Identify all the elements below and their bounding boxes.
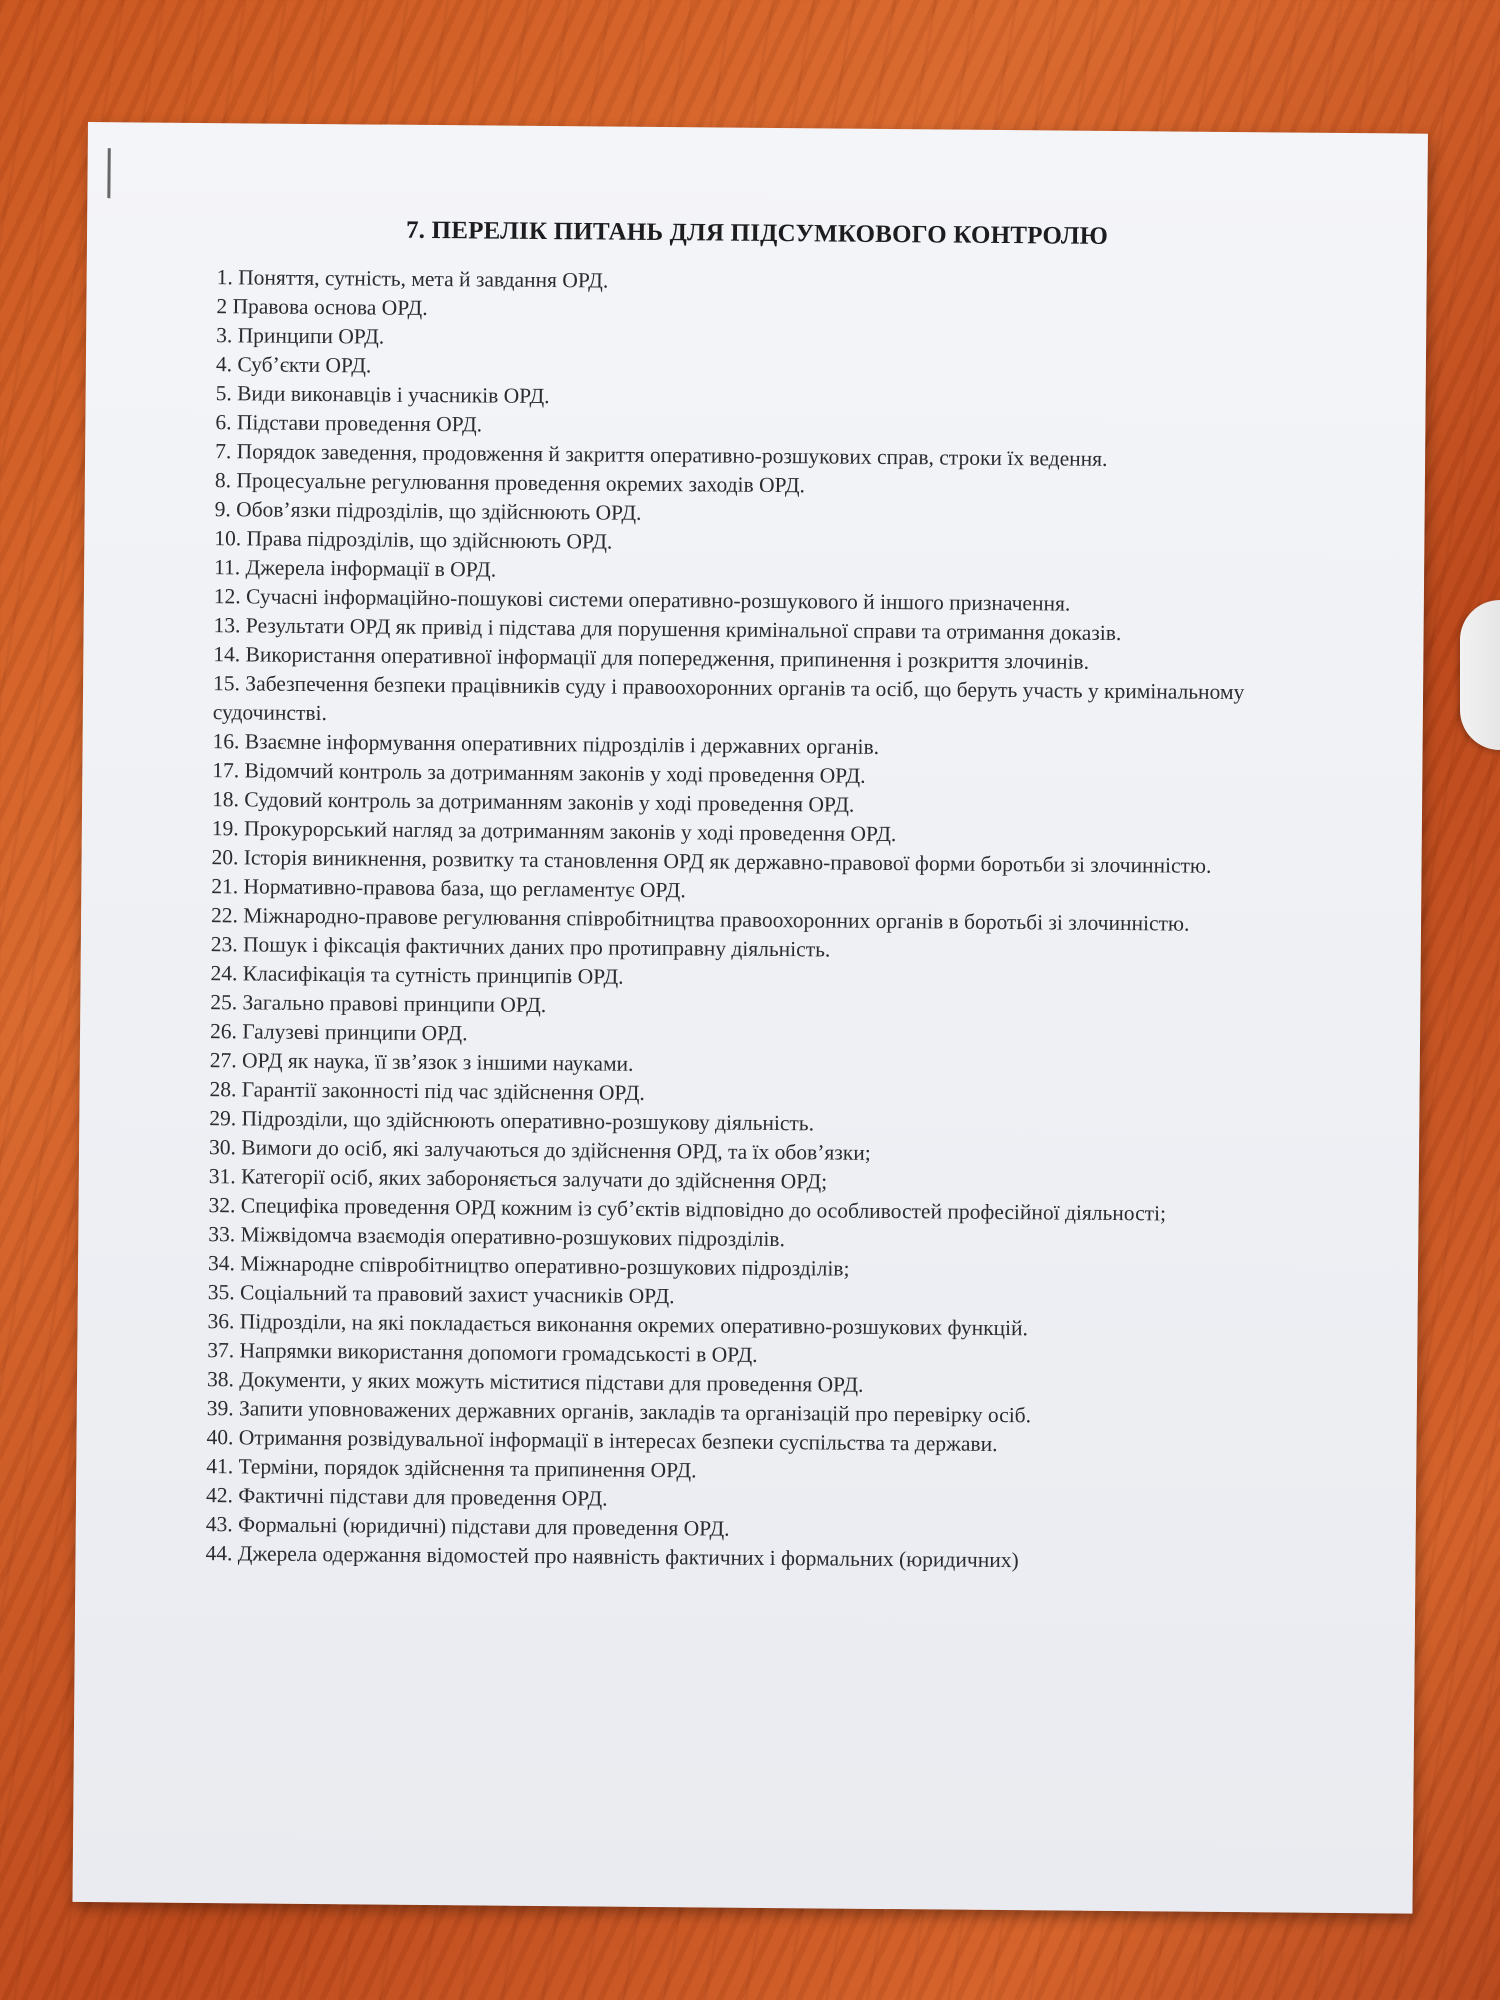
question-item: 33. Міжвідомча взаємодія оперативно-розшукових підрозділів. <box>208 1222 786 1252</box>
question-item: 2 Правова основа ОРД. <box>216 294 428 320</box>
question-item: 3. Принципи ОРД. <box>216 323 385 349</box>
question-item: 14. Використання оперативної інформації для попередження, припинення і розкриття злочинів. <box>213 642 1090 674</box>
question-item: 16. Взаємне інформування оперативних підрозділів і державних органів. <box>212 729 880 759</box>
question-item: 30. Вимоги до осіб, які залучаються до здійснення ОРД, та їх обов’язки; <box>208 1135 871 1165</box>
question-item: 38. Документи, у яких можуть міститися підстави для проведення ОРД. <box>206 1367 864 1397</box>
question-item: 39. Запити уповноважених державних органів, закладів та організацій про перевірку осіб. <box>206 1396 1032 1428</box>
question-item: 8. Процесуальне регулювання проведення окремих заходів ОРД. <box>214 468 806 498</box>
question-item: 27. ОРД як наука, її зв’язок з іншими науками. <box>209 1048 634 1076</box>
question-item: 23. Пошук і фіксація фактичних даних про протиправну діяльність. <box>210 932 831 962</box>
question-item: 6. Підстави проведення ОРД. <box>215 410 483 437</box>
question-item: 44. Джерела одержання відомостей про наявність фактичних і формальних (юридичних) <box>205 1541 1019 1573</box>
question-item: 42. Фактичні підстави для проведення ОРД. <box>205 1483 608 1511</box>
pen-mark <box>107 148 110 198</box>
document-title: 7. ПЕРЕЛІК ПИТАНЬ ДЛЯ ПІДСУМКОВОГО КОНТРОЛЮ <box>405 216 1109 250</box>
question-item: 26. Галузеві принципи ОРД. <box>209 1019 468 1046</box>
question-item: 4. Суб’єкти ОРД. <box>215 352 372 378</box>
question-item: 22. Міжнародно-правове регулювання співробітництва правоохоронних органів в боротьбі зі злочинністю. <box>210 903 1190 936</box>
question-item: 20. Історія виникнення, розвитку та становлення ОРД як державно-правової форми боротьби зі злочинністю. <box>211 845 1212 878</box>
question-item: 17. Відомчий контроль за дотриманням законів у ході проведення ОРД. <box>212 758 866 788</box>
question-item: 21. Нормативно-правова база, що регламентує ОРД. <box>211 874 686 903</box>
question-item: 10. Права підрозділів, що здійснюють ОРД. <box>214 526 613 554</box>
desk-object <box>1460 600 1500 750</box>
question-item: 34. Міжнародне співробітництво оперативно-розшукових підрозділів; <box>207 1251 850 1281</box>
question-item: 7. Порядок заведення, продовження й закриття оперативно-розшукових справ, строки їх ведення. <box>215 439 1108 471</box>
question-item: 25. Загально правові принципи ОРД. <box>210 990 547 1018</box>
question-item: 36. Підрозділи, на які покладається виконання окремих оперативно-розшукових функцій. <box>207 1309 1029 1341</box>
document-page <box>72 122 1427 1914</box>
question-item: 43. Формальні (юридичні) підстави для проведення ОРД. <box>205 1512 730 1541</box>
question-item: 12. Сучасні інформаційно-пошукові системи оперативно-розшукового й іншого призначення. <box>213 584 1071 616</box>
question-item: 13. Результати ОРД як привід і підстава для порушення кримінальної справи та отримання доказів. <box>213 613 1122 646</box>
question-item: 19. Прокурорський нагляд за дотриманням законів у ході проведення ОРД. <box>211 816 897 847</box>
question-item: 11. Джерела інформації в ОРД. <box>214 555 497 582</box>
question-item: 1. Поняття, сутність, мета й завдання ОРД. <box>216 265 609 293</box>
question-list <box>205 263 1366 1578</box>
question-item: 35. Соціальний та правовий захист учасників ОРД. <box>207 1280 675 1309</box>
question-item: 5. Види виконавців і учасників ОРД. <box>215 381 550 409</box>
question-item: 9. Обов’язки підрозділів, що здійснюють ОРД. <box>214 497 642 525</box>
question-item: 29. Підрозділи, що здійснюють оперативно-розшукову діяльність. <box>209 1106 815 1136</box>
question-item: 24. Класифікація та сутність принципів ОРД. <box>210 961 624 989</box>
question-item: 31. Категорії осіб, яких забороняється залучати до здійснення ОРД; <box>208 1164 828 1194</box>
question-item: 15. Забезпечення безпеки працівників суду і правоохоронних органів та осіб, що беруть участь у кримінальному судочинстві. <box>212 671 1245 726</box>
question-item: 32. Специфіка проведення ОРД кожним із суб’єктів відповідно до особливостей професійної діяльності; <box>208 1193 1167 1226</box>
question-item: 40. Отримання розвідувальної інформації в інтересах безпеки суспільства та держави. <box>206 1425 998 1456</box>
question-item: 41. Терміни, порядок здійснення та припинення ОРД. <box>206 1454 697 1483</box>
question-item: 28. Гарантії законності під час здійснення ОРД. <box>209 1077 645 1105</box>
question-item: 18. Судовий контроль за дотриманням законів у ході проведення ОРД. <box>211 787 855 817</box>
question-item: 37. Напрямки використання допомоги громадськості в ОРД. <box>207 1338 758 1367</box>
